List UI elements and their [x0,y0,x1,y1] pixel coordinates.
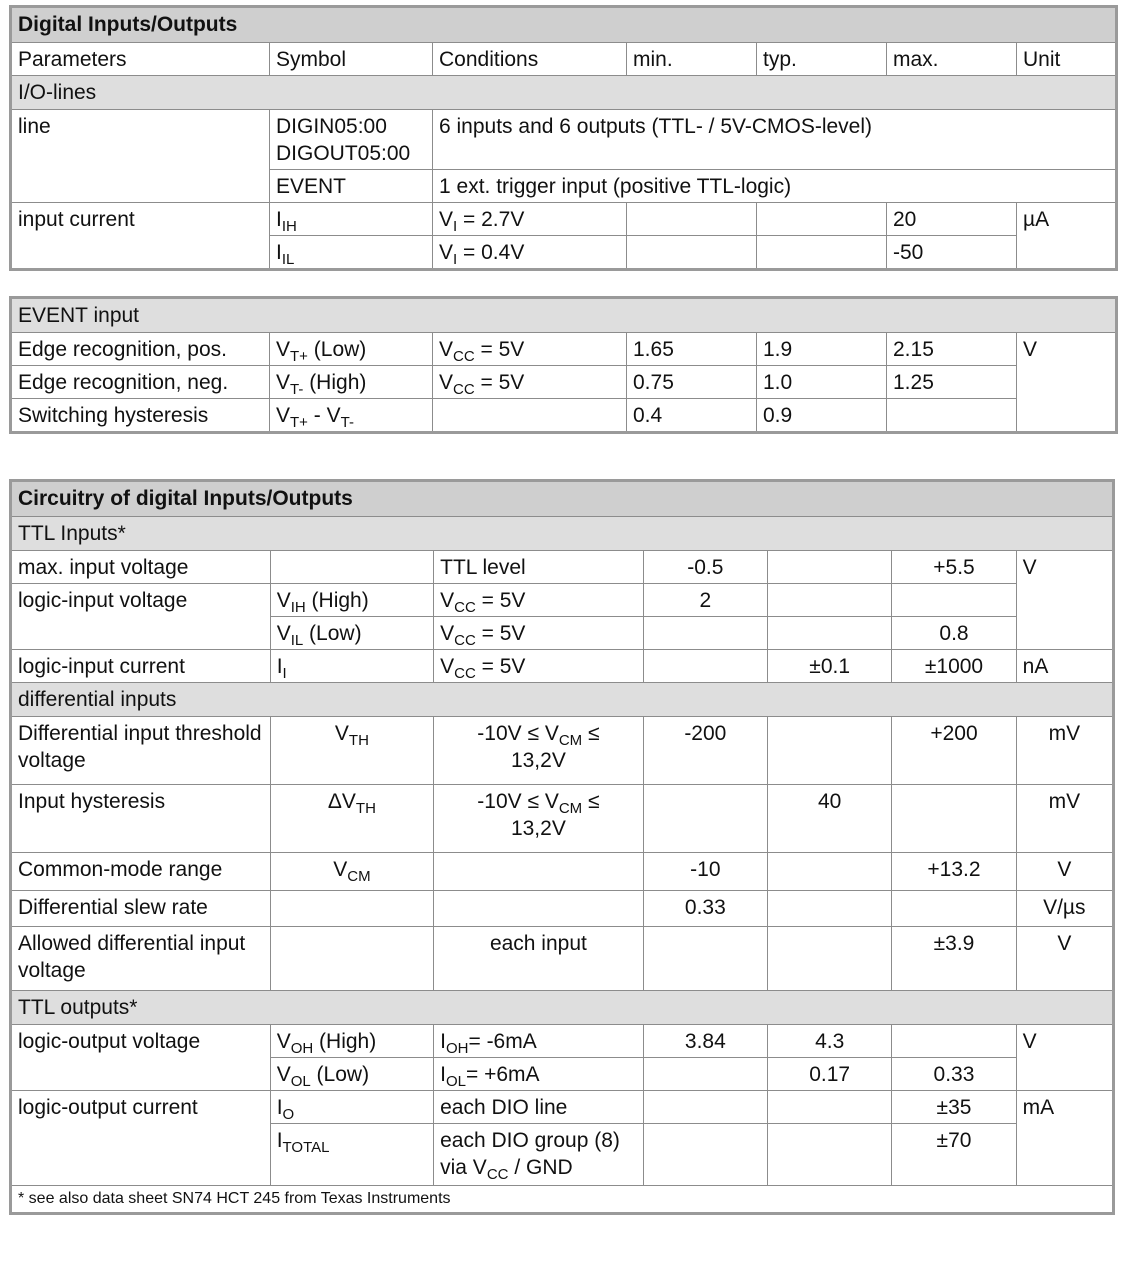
symbol-cell: $\Delta V_{TH}$ [270,785,433,853]
typ-cell [757,236,887,270]
condition-cell: $V_{CC} = 5V$ [434,584,644,617]
condition-cell: $V_I = 0.4V$ [433,236,627,270]
header-conditions: Conditions [433,43,627,76]
symbol-cell: $I_{IL}$ [270,236,433,270]
min-cell: -10 [643,853,767,891]
unit-cell: mV [1016,717,1113,785]
symbol-cell: EVENT [270,170,433,203]
condition-cell: TTL level [434,551,644,584]
header-symbol: Symbol [270,43,433,76]
max-cell: +200 [892,717,1016,785]
unit-cell: V [1016,1025,1113,1091]
symbol-cell: $V_{T+}$ (Low) [270,333,433,366]
table-row [11,203,1117,236]
typ-cell: 1.9 [757,333,887,366]
max-cell [892,584,1016,617]
param-line: line [11,110,270,203]
unit-cell: µA [1017,203,1117,270]
max-cell: 1.25 [887,366,1017,399]
min-cell: 2 [643,584,767,617]
max-cell: 20 [887,203,1017,236]
min-cell [643,617,767,650]
circuitry-table [9,479,1115,1215]
min-cell: 3.84 [643,1025,767,1058]
condition-cell: $I_{OL}= +6mA$ [434,1058,644,1091]
section-ttl-inputs: TTL Inputs* [11,517,1114,551]
typ-cell: 1.0 [757,366,887,399]
table-row [11,717,1114,785]
table-row [11,584,1114,617]
digital-io-table [9,5,1118,271]
symbol-cell: $I_{IH}$ [270,203,433,236]
symbol-cell: $I_{TOTAL}$ [270,1124,433,1186]
symbol-cell: $V_{OH}$ (High) [270,1025,433,1058]
typ-cell: ±0.1 [768,650,892,683]
max-cell [892,891,1016,927]
condition-cell: $V_{CC} = 5V$ [434,617,644,650]
min-cell [643,1091,767,1124]
min-cell: 1.65 [627,333,757,366]
table-row [11,853,1114,891]
symbol-cell [270,891,433,927]
typ-cell [768,1124,892,1186]
min-cell: 0.75 [627,366,757,399]
symbol-cell: DIGIN05:00 DIGOUT05:00 [270,110,433,170]
max-cell: ±1000 [892,650,1016,683]
symbol-cell [270,927,433,991]
unit-cell: V [1017,333,1117,433]
table-row [11,891,1114,927]
condition-cell: $V_{CC} = 5V$ [433,366,627,399]
max-cell [887,399,1017,433]
condition-cell [434,891,644,927]
param-cell: logic-output current [11,1091,271,1186]
typ-cell: 0.9 [757,399,887,433]
max-cell: +13.2 [892,853,1016,891]
table-row [11,110,1117,170]
typ-cell [757,203,887,236]
min-cell: 0.4 [627,399,757,433]
min-cell: 0.33 [643,891,767,927]
unit-cell: V [1016,551,1113,650]
unit-cell: V/µs [1016,891,1113,927]
table-row [11,399,1117,433]
condition-cell: $V_{CC} = 5V$ [434,650,644,683]
symbol-cell: $V_{TH}$ [270,717,433,785]
header-max: max. [887,43,1017,76]
table-row [11,927,1114,991]
symbol-cell: $V_{CM}$ [270,853,433,891]
max-cell: -50 [887,236,1017,270]
min-cell [643,1058,767,1091]
param-cell: Input hysteresis [11,785,271,853]
param-cell: logic-input voltage [11,584,271,650]
max-cell: ±70 [892,1124,1016,1186]
symbol-cell: $V_{IH}$ (High) [270,584,433,617]
max-cell: ±3.9 [892,927,1016,991]
table-row [11,785,1114,853]
table-row [11,650,1114,683]
condition-cell: 1 ext. trigger input (positive TTL-logic) [433,170,1117,203]
table-row [11,1025,1114,1058]
table-row [11,366,1117,399]
section-event-input: EVENT input [11,298,1117,333]
condition-cell: $-10V \le V_{CM}$ ≤ 13,2V [434,785,644,853]
typ-cell [768,891,892,927]
min-cell [627,236,757,270]
condition-cell [434,853,644,891]
max-cell [892,785,1016,853]
footnote: * see also data sheet SN74 HCT 245 from Texas Instruments [11,1186,1114,1214]
max-cell: ±35 [892,1091,1016,1124]
min-cell [643,650,767,683]
unit-cell: mV [1016,785,1113,853]
section-ttl-outputs: TTL outputs* [11,991,1114,1025]
table-row [11,551,1114,584]
condition-cell: $V_{CC} = 5V$ [433,333,627,366]
typ-cell: 0.17 [768,1058,892,1091]
max-cell [892,1025,1016,1058]
max-cell: 0.8 [892,617,1016,650]
min-cell [643,927,767,991]
header-parameters: Parameters [11,43,270,76]
condition-cell: $V_I = 2.7V$ [433,203,627,236]
param-cell: Differential slew rate [11,891,271,927]
table-row [11,1091,1114,1124]
section-io-lines: I/O-lines [11,76,1117,110]
param-cell: logic-input current [11,650,271,683]
condition-cell: each DIO group (8) via $V_{CC}$ / GND [434,1124,644,1186]
symbol-cell: $V_{T-}$ (High) [270,366,433,399]
unit-cell: nA [1016,650,1113,683]
symbol-cell: $V_{OL}$ (Low) [270,1058,433,1091]
condition-cell [433,399,627,433]
min-cell: -200 [643,717,767,785]
typ-cell: 40 [768,785,892,853]
max-cell: 2.15 [887,333,1017,366]
section-differential-inputs: differential inputs [11,683,1114,717]
unit-cell: V [1016,927,1113,991]
max-cell: 0.33 [892,1058,1016,1091]
condition-cell: $-10V \le V_{CM}$ ≤ 13,2V [434,717,644,785]
typ-cell [768,584,892,617]
table-title: Circuitry of digital Inputs/Outputs [11,481,1114,517]
unit-cell: V [1016,853,1113,891]
typ-cell [768,617,892,650]
param-input-current: input current [11,203,270,270]
typ-cell [768,1091,892,1124]
typ-cell [768,717,892,785]
min-cell [627,203,757,236]
condition-cell: 6 inputs and 6 outputs (TTL- / 5V-CMOS-level) [433,110,1117,170]
table-title: Digital Inputs/Outputs [11,7,1117,43]
param-cell: logic-output voltage [11,1025,271,1091]
param-cell: Edge recognition, neg. [11,366,270,399]
symbol-cell: $V_{T+} - V_{T-}$ [270,399,433,433]
typ-cell: 4.3 [768,1025,892,1058]
header-typ: typ. [757,43,887,76]
symbol-cell: $I_O$ [270,1091,433,1124]
header-min: min. [627,43,757,76]
param-cell: Switching hysteresis [11,399,270,433]
unit-cell: mA [1016,1091,1113,1186]
symbol-cell: $I_I$ [270,650,433,683]
max-cell: +5.5 [892,551,1016,584]
header-unit: Unit [1017,43,1117,76]
min-cell: -0.5 [643,551,767,584]
condition-cell: $I_{OH}= -6mA$ [434,1025,644,1058]
condition-cell: each input [434,927,644,991]
condition-cell: each DIO line [434,1091,644,1124]
min-cell [643,785,767,853]
param-cell: Differential input threshold voltage [11,717,271,785]
symbol-cell [270,551,433,584]
param-cell: Allowed differential input voltage [11,927,271,991]
event-input-table [9,296,1118,434]
param-cell: Edge recognition, pos. [11,333,270,366]
param-cell: Common-mode range [11,853,271,891]
symbol-cell: $V_{IL}$ (Low) [270,617,433,650]
param-cell: max. input voltage [11,551,271,584]
min-cell [643,1124,767,1186]
typ-cell [768,927,892,991]
typ-cell [768,551,892,584]
typ-cell [768,853,892,891]
table-row [11,333,1117,366]
